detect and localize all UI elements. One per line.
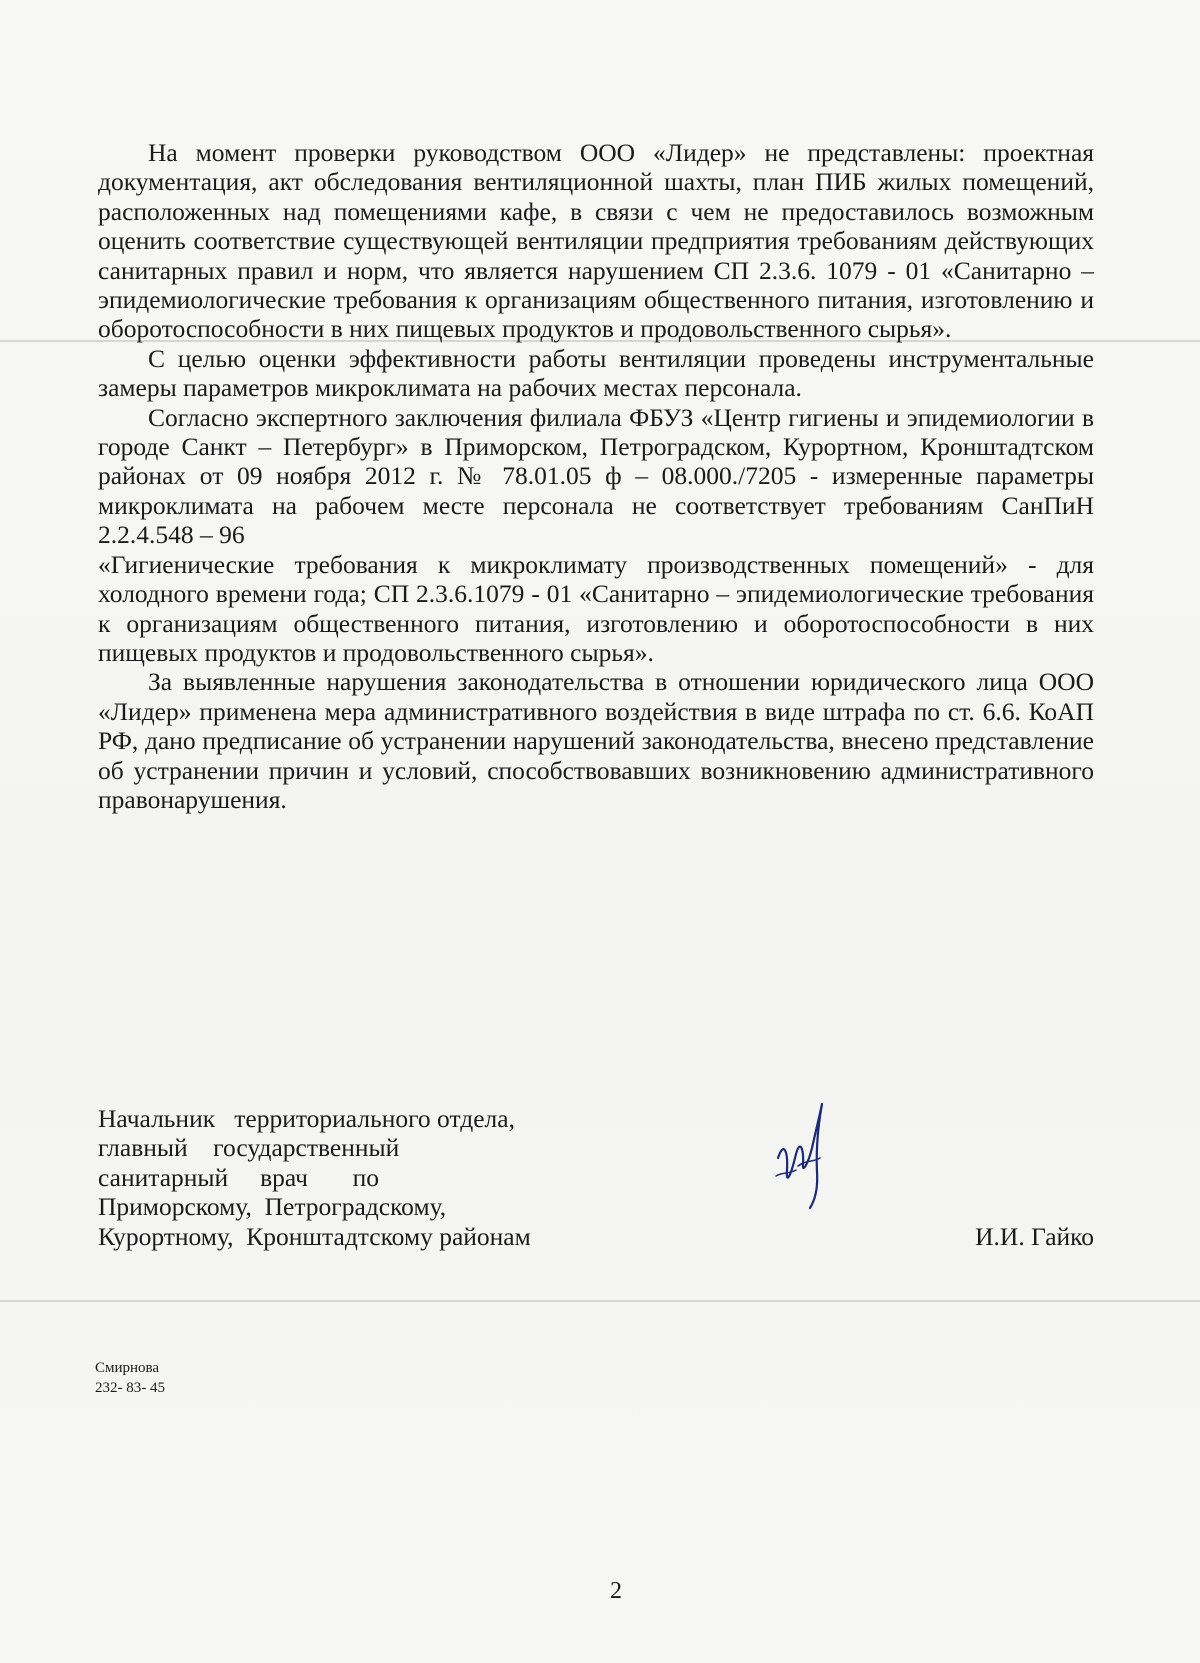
signer-name: И.И. Гайко [975,1221,1094,1251]
signature-block [98,1104,1094,1251]
paragraph-expert-conclusion: Согласно экспертного заключения филиала ФБУЗ «Центр гигиены и эпидемиологии в городе Санкт – Петербург» в Приморском, Петроградском, Курортном, Кронштадтском районах от 09 ноября 2012 г. № 78.01.05 ф – 08.000./7205 - измеренные параметры микроклимата на рабочем месте персонала не соответствует требованиям СанПиН 2.2.4.548 – 96 [98,402,1094,550]
fold-crease [0,1300,1200,1302]
paragraph-inspection-findings: На момент проверки руководством ООО «Лидер» не представлены: проектная документация, акт обследования вентиляционной шахты, план ПИБ жилых помещений, расположенных над помещениями кафе, в связи с чем не предоставилось возможным оценить соответствие существующей вентиляции предприятия требованиям действующих санитарных правил и норм, что является нарушением СП 2.3.6. 1079 - 01 «Санитарно – эпидемиологические требования к организациям общественного питания, изготовлению и оборотоспособности в них пищевых продуктов и продовольственного сырья». [98,138,1094,344]
executor-info [95,1358,165,1398]
executor-phone: 232- 83- 45 [95,1380,165,1396]
signatory-title-line: Приморскому, Петроградскому, [98,1192,447,1222]
page-number: 2 [610,1578,622,1604]
executor-name: Смирнова [95,1360,160,1376]
paragraph-ventilation-measurements: С целью оценки эффективности работы вентиляции проведены инструментальные замеры параметров микроклимата на рабочих местах персонала. [98,343,1094,403]
signatory-title-line: санитарный врач по [98,1162,379,1192]
signatory-title-line: Курортному, Кронштадтскому районам [98,1221,531,1251]
letter-body [98,138,1094,814]
paragraph-requirements: «Гигиенические требования к микроклимату производственных помещений» - для холодного времени года; СП 2.3.6.1079 - 01 «Санитарно – эпидемиологические требования к организациям общественного питания, изготовлению и оборотоспособности в них пищевых продуктов и продовольственного сырья». [98,549,1094,667]
signatory-title-line: Начальник территориального отдела, [98,1104,515,1133]
paragraph-penalty: За выявленные нарушения законодательства в отношении юридического лица ООО «Лидер» применена мера административного воздействия в виде штрафа по ст. 6.6. КоАП РФ, дано предписание об устранении нарушений законодательства, внесено представление об устранении причин и условий, способствовавших возникновению административного правонарушения. [98,667,1094,814]
handwritten-signature [770,1100,840,1210]
signatory-title-line: главный государственный [98,1133,400,1163]
